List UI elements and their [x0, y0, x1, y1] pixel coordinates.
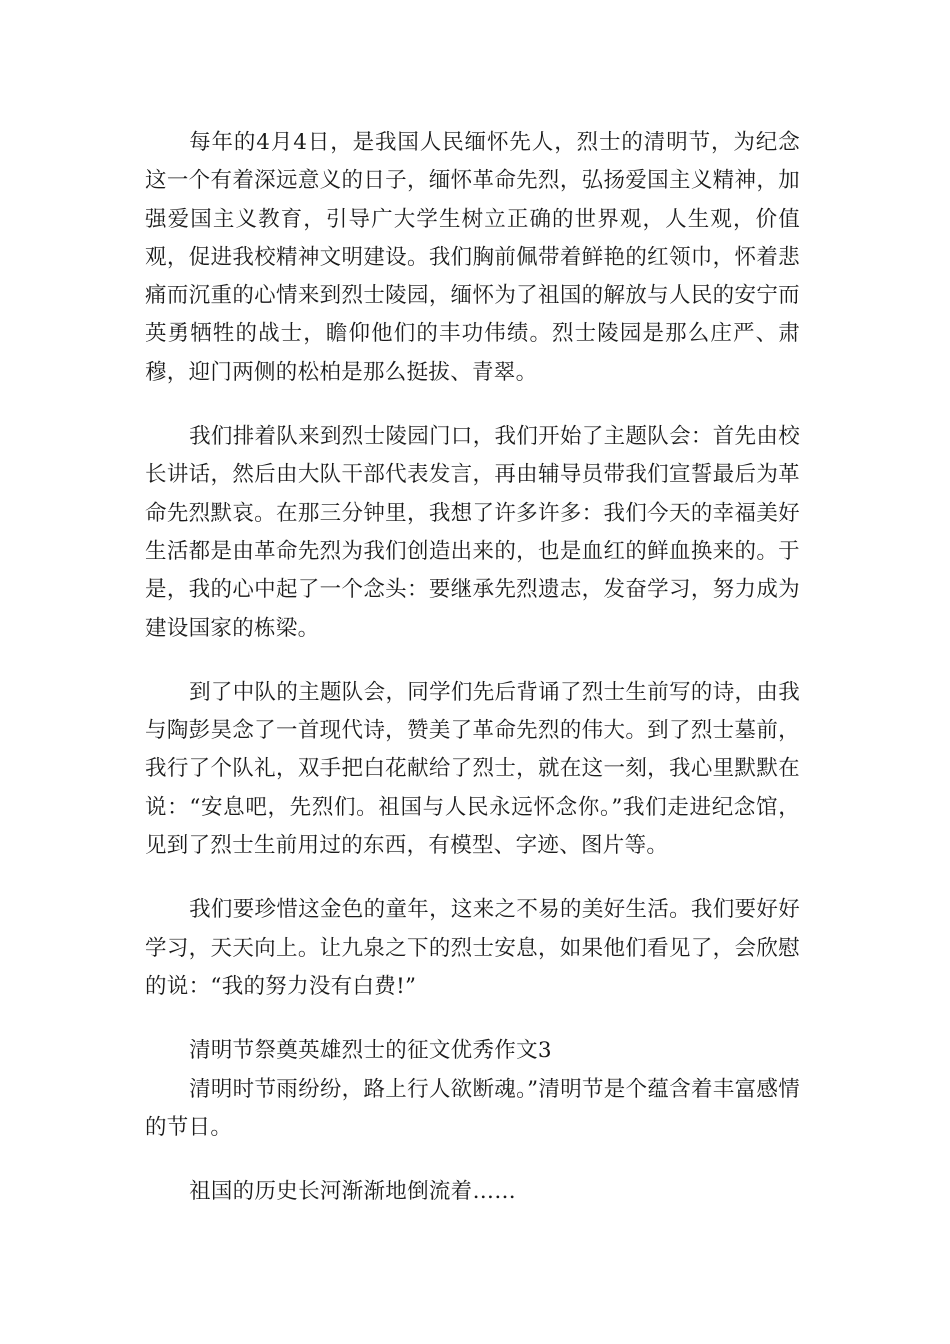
paragraph-3: 到了中队的主题队会，同学们先后背诵了烈士生前写的诗，由我与陶彭昊念了一首现代诗，赞美了革命先烈的伟大。到了烈士墓前，我行了个队礼，双手把白花献给了烈士，就在这一刻，我心里默默在说：“安息吧，先烈们。祖国与人民永远怀念你。”我们走进纪念馆，见到了烈士生前用过的东西，有模型、字迹、图片等。 — [145, 679, 800, 859]
section-title: 清明节祭奠英雄烈士的征文优秀作文3 — [189, 1038, 552, 1064]
paragraph-1: 每年的4月4日，是我国人民缅怀先人，烈士的清明节，为纪念这一个有着深远意义的日子，缅怀革命先烈，弘扬爱国主义精神，加强爱国主义教育，引导广大学生树立正确的世界观，人生观，价值观，促进我校精神文明建设。我们胸前佩带着鲜艳的红领巾，怀着悲痛而沉重的心情来到烈士陵园，缅怀为了祖国的解放与人民的安宁而英勇牺牲的战士，瞻仰他们的丰功伟绩。烈士陵园是那么庄严、肃穆，迎门两侧的松柏是那么挺拔、青翠。 — [145, 130, 800, 385]
paragraph-4: 我们要珍惜这金色的童年，这来之不易的美好生活。我们要好好学习，天天向上。让九泉之下的烈士安息，如果他们看见了，会欣慰的说：“我的努力没有白费!” — [145, 897, 800, 999]
paragraph-6: 祖国的历史长河渐渐地倒流着…… — [189, 1179, 517, 1205]
paragraph-2: 我们排着队来到烈士陵园门口，我们开始了主题队会：首先由校长讲话，然后由大队干部代表发言，再由辅导员带我们宣誓最后为革命先烈默哀。在那三分钟里，我想了许多许多：我们今天的幸福美好生活都是由革命先烈为我们创造出来的，也是血红的鲜血换来的。于是，我的心中起了一个念头：要继承先烈遗志，发奋学习，努力成为建设国家的栋梁。 — [145, 424, 800, 641]
essay-body — [145, 124, 800, 1211]
paragraph-5: 清明时节雨纷纷，路上行人欲断魂。”清明节是个蕴含着丰富感情的节日。 — [145, 1076, 801, 1140]
